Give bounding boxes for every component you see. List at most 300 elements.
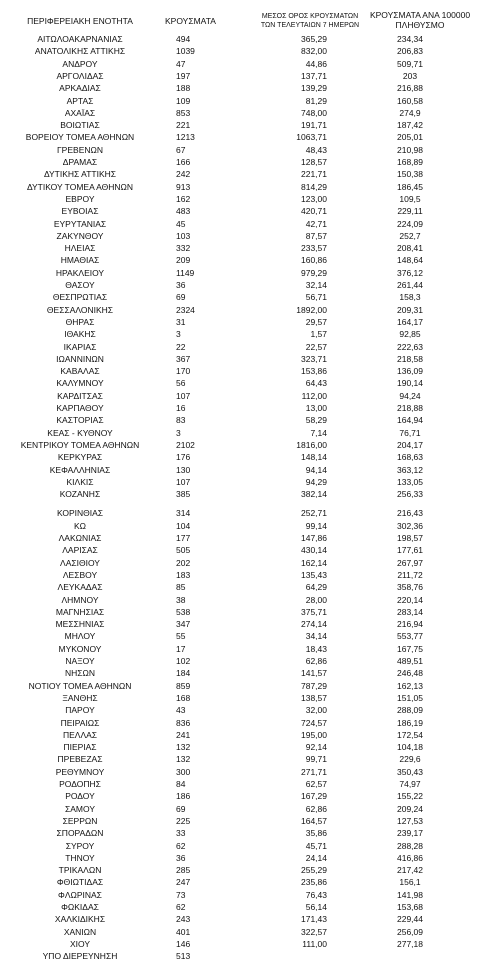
avg7-cell: 1892,00 — [296, 304, 327, 315]
avg7-cell: 141,57 — [301, 668, 327, 679]
avg7-cell: 62,57 — [305, 779, 327, 789]
region-cell: ΘΕΣΣΑΛΟΝΙΚΗΣ — [46, 304, 114, 315]
header-region: ΠΕΡΙΦΕΡΕΙΑΚΗ ΕΝΟΤΗΤΑ — [27, 16, 133, 26]
region-cell: ΖΑΚΥΝΘΟΥ — [56, 230, 104, 241]
per100k-cell: 153,68 — [397, 902, 423, 912]
table-row — [0, 194, 479, 204]
cases-cell: 221 — [176, 120, 191, 131]
cases-cell: 69 — [176, 803, 186, 814]
per100k-cell: 210,98 — [397, 144, 423, 155]
cases-cell: 36 — [176, 280, 186, 290]
per100k-cell: 177,61 — [397, 545, 423, 556]
per100k-cell: 220,14 — [397, 594, 423, 605]
table-row — [0, 545, 479, 555]
region-cell: ΛΑΡΙΣΑΣ — [62, 545, 98, 556]
cases-cell: 62 — [176, 902, 186, 912]
cases-cell: 513 — [176, 951, 191, 962]
table-row — [0, 816, 479, 826]
region-cell: ΔΥΤΙΚΗΣ ΑΤΤΙΚΗΣ — [43, 169, 117, 180]
avg7-cell: 195,00 — [301, 729, 327, 740]
cases-cell: 84 — [176, 779, 186, 789]
per100k-cell: 252,7 — [399, 230, 421, 241]
per100k-cell: 172,54 — [397, 729, 423, 740]
per100k-cell: 350,43 — [397, 766, 423, 777]
avg7-cell: 99,14 — [305, 520, 327, 531]
per100k-cell: 416,86 — [397, 852, 423, 863]
cases-cell: 162 — [176, 193, 191, 204]
region-cell: ΚΑΒΑΛΑΣ — [60, 366, 100, 377]
cases-cell: 43 — [176, 705, 186, 716]
avg7-cell: 167,29 — [301, 791, 327, 802]
header-per100k-line1: ΚΡΟΥΣΜΑΤΑ ΑΝΑ 100000 — [369, 10, 471, 20]
region-cell: ΑΝΑΤΟΛΙΚΗΣ ΑΤΤΙΚΗΣ — [34, 46, 126, 57]
table-row — [0, 440, 479, 450]
per100k-cell: 186,45 — [397, 181, 423, 192]
region-cell: ΤΡΙΚΑΛΩΝ — [58, 865, 102, 876]
region-cell: ΑΙΤΩΛΟΑΚΑΡΝΑΝΙΑΣ — [37, 34, 123, 44]
cases-cell: 184 — [176, 668, 191, 679]
table-row — [0, 157, 479, 167]
header-cases: ΚΡΟΥΣΜΑΤΑ — [165, 16, 216, 26]
per100k-cell: 109,5 — [399, 193, 421, 204]
per100k-cell: 94,24 — [399, 390, 421, 401]
avg7-cell: 138,57 — [301, 692, 327, 703]
per100k-cell: 198,57 — [397, 533, 423, 543]
table-row — [0, 452, 479, 462]
per100k-cell: 267,97 — [397, 557, 423, 568]
table-row — [0, 145, 479, 155]
region-cell: ΚΑΛΥΜΝΟΥ — [56, 378, 104, 389]
cases-cell: 1149 — [176, 267, 195, 278]
table-row — [0, 428, 479, 438]
per100k-cell: 127,53 — [397, 815, 423, 826]
avg7-cell: 34,14 — [305, 631, 327, 642]
avg7-cell: 1,57 — [310, 329, 327, 340]
table-row — [0, 243, 479, 253]
per100k-cell: 256,33 — [397, 489, 423, 500]
region-cell: ΛΗΜΝΟΥ — [61, 594, 99, 605]
table-row — [0, 644, 479, 654]
region-cell: ΝΗΣΩΝ — [64, 668, 96, 679]
avg7-cell: 979,29 — [301, 267, 327, 278]
table-row — [0, 521, 479, 531]
avg7-cell: 420,71 — [301, 206, 327, 217]
region-cell: ΗΡΑΚΛΕΙΟΥ — [55, 267, 105, 278]
region-cell: ΚΕΡΚΥΡΑΣ — [57, 452, 103, 463]
avg7-cell: 252,71 — [301, 508, 327, 519]
per100k-cell: 274,9 — [399, 107, 421, 118]
region-cell: ΑΝΔΡΟΥ — [62, 58, 98, 69]
region-cell: ΑΡΚΑΔΙΑΣ — [59, 83, 101, 94]
header-per100k — [355, 10, 479, 30]
table-row — [0, 231, 479, 241]
cases-cell: 241 — [176, 729, 191, 740]
cases-cell: 47 — [176, 58, 186, 69]
table-row — [0, 619, 479, 629]
region-cell: ΥΠΟ ΔΙΕΡΕΥΝΗΣΗ — [42, 951, 118, 962]
region-cell: ΘΑΣΟΥ — [65, 280, 95, 290]
region-cell: ΚΑΣΤΟΡΙΑΣ — [56, 415, 104, 426]
per100k-cell: 190,14 — [397, 378, 423, 389]
region-cell: ΕΥΒΟΙΑΣ — [61, 206, 99, 217]
table-row — [0, 939, 479, 949]
avg7-cell: 32,14 — [305, 280, 327, 290]
avg7-cell: 87,57 — [305, 230, 327, 241]
per100k-cell: 206,83 — [397, 46, 423, 57]
per100k-cell: 156,1 — [399, 877, 421, 888]
avg7-cell: 32,00 — [305, 705, 327, 716]
cases-cell: 494 — [176, 34, 191, 44]
cases-cell: 483 — [176, 206, 191, 217]
table-row — [0, 182, 479, 192]
avg7-cell: 162,14 — [301, 557, 327, 568]
cases-cell: 31 — [176, 316, 186, 327]
per100k-cell: 164,94 — [397, 415, 423, 426]
region-cell: ΜΑΓΝΗΣΙΑΣ — [55, 606, 105, 617]
per100k-cell: 217,42 — [397, 865, 423, 876]
cases-cell: 166 — [176, 157, 191, 167]
per100k-cell: 203 — [402, 70, 418, 81]
cases-cell: 3 — [176, 329, 181, 340]
table-row — [0, 83, 479, 93]
avg7-cell: 430,14 — [301, 545, 327, 556]
table-row — [0, 791, 479, 801]
table-row — [0, 96, 479, 106]
cases-cell: 177 — [176, 533, 191, 543]
table-row — [0, 951, 479, 961]
cases-cell: 332 — [176, 243, 191, 254]
table-row — [0, 853, 479, 863]
per100k-cell: 283,14 — [397, 606, 423, 617]
cases-cell: 836 — [176, 717, 191, 728]
region-cell: ΠΑΡΟΥ — [65, 705, 95, 716]
region-cell: ΚΩ — [73, 520, 87, 531]
avg7-cell: 94,14 — [305, 464, 327, 475]
table-row — [0, 668, 479, 678]
cases-cell: 132 — [176, 742, 191, 753]
avg7-cell: 323,71 — [301, 353, 327, 364]
per100k-cell: 509,71 — [397, 58, 423, 69]
cases-cell: 67 — [176, 144, 186, 155]
avg7-cell: 35,86 — [305, 828, 327, 839]
per100k-cell: 239,17 — [397, 828, 423, 839]
table-row — [0, 779, 479, 789]
header-per100k-line2: ΠΛΗΘΥΣΜΟ — [395, 20, 445, 30]
cases-cell: 505 — [176, 545, 191, 556]
table-row — [0, 366, 479, 376]
table-row — [0, 570, 479, 580]
table-row — [0, 841, 479, 851]
region-cell: ΚΕΝΤΡΙΚΟΥ ΤΟΜΕΑ ΑΘΗΝΩΝ — [20, 439, 140, 450]
cases-cell: 186 — [176, 791, 191, 802]
per100k-cell: 160,58 — [397, 95, 423, 106]
header-avg7-line1: ΜΕΣΟΣ ΟΡΟΣ ΚΡΟΥΣΜΑΤΩΝ — [261, 13, 359, 20]
table-row — [0, 465, 479, 475]
cases-cell: 367 — [176, 353, 191, 364]
per100k-cell: 204,17 — [397, 439, 423, 450]
table-row — [0, 828, 479, 838]
table-row — [0, 890, 479, 900]
region-cell: ΝΟΤΙΟΥ ΤΟΜΕΑ ΑΘΗΝΩΝ — [28, 680, 132, 691]
avg7-cell: 255,29 — [301, 865, 327, 876]
region-cell: ΜΥΚΟΝΟΥ — [58, 643, 102, 654]
table-row — [0, 255, 479, 265]
cases-cell: 107 — [176, 390, 191, 401]
avg7-cell: 112,00 — [301, 390, 327, 401]
avg7-cell: 22,57 — [305, 341, 327, 352]
table-row — [0, 718, 479, 728]
region-cell: ΘΗΡΑΣ — [65, 316, 95, 327]
per100k-cell: 222,63 — [397, 341, 423, 352]
cases-cell: 859 — [176, 680, 191, 691]
table-row — [0, 865, 479, 875]
cases-cell: 347 — [176, 619, 191, 630]
table-row — [0, 477, 479, 487]
region-cell: ΔΡΑΜΑΣ — [62, 157, 98, 167]
cases-cell: 188 — [176, 83, 191, 94]
region-cell: ΚΕΦΑΛΛΗΝΙΑΣ — [49, 464, 111, 475]
region-cell: ΠΡΕΒΕΖΑΣ — [57, 754, 103, 765]
table-row — [0, 582, 479, 592]
region-cell: ΦΘΙΩΤΙΔΑΣ — [56, 877, 104, 888]
region-cell: ΑΡΓΟΛΙΔΑΣ — [56, 70, 104, 81]
table-row — [0, 705, 479, 715]
avg7-cell: 62,86 — [305, 656, 327, 666]
cases-cell: 83 — [176, 415, 186, 426]
avg7-cell: 128,57 — [301, 157, 327, 167]
region-cell: ΡΕΘΥΜΝΟΥ — [55, 766, 105, 777]
cases-cell: 401 — [176, 926, 191, 937]
avg7-cell: 7,14 — [310, 427, 327, 438]
table-row — [0, 219, 479, 229]
avg7-cell: 29,57 — [305, 316, 327, 327]
per100k-cell: 148,64 — [397, 255, 423, 266]
table-row — [0, 391, 479, 401]
per100k-cell: 76,71 — [399, 427, 421, 438]
per100k-cell: 229,11 — [397, 206, 423, 217]
avg7-cell: 58,29 — [305, 415, 327, 426]
cases-cell: 225 — [176, 815, 191, 826]
region-cell: ΕΥΡΥΤΑΝΙΑΣ — [53, 218, 107, 229]
avg7-cell: 148,14 — [301, 452, 327, 463]
per100k-cell: 186,19 — [397, 717, 423, 728]
cases-cell: 197 — [176, 70, 191, 81]
cases-cell: 202 — [176, 557, 191, 568]
avg7-cell: 171,43 — [301, 914, 327, 925]
region-cell: ΚΑΡΔΙΤΣΑΣ — [57, 390, 103, 401]
per100k-cell: 489,51 — [397, 656, 423, 666]
avg7-cell: 94,29 — [305, 476, 327, 487]
cases-cell: 107 — [176, 476, 191, 487]
avg7-cell: 42,71 — [305, 218, 327, 229]
cases-cell: 176 — [176, 452, 191, 463]
avg7-cell: 147,86 — [301, 533, 327, 543]
per100k-cell: 288,09 — [397, 705, 423, 716]
avg7-cell: 81,29 — [305, 95, 327, 106]
cases-cell: 109 — [176, 95, 191, 106]
cases-cell: 22 — [176, 341, 186, 352]
table-row — [0, 378, 479, 388]
per100k-cell: 229,6 — [399, 754, 421, 765]
table-row — [0, 305, 479, 315]
region-cell: ΓΡΕΒΕΝΩΝ — [57, 144, 103, 155]
avg7-cell: 160,86 — [301, 255, 327, 266]
table-row — [0, 59, 479, 69]
cases-cell: 56 — [176, 378, 186, 389]
cases-cell: 243 — [176, 914, 191, 925]
per100k-cell: 162,13 — [397, 680, 423, 691]
per100k-cell: 158,3 — [399, 292, 421, 303]
table-row — [0, 292, 479, 302]
region-cell: ΚΟΡΙΝΘΙΑΣ — [56, 508, 104, 519]
avg7-cell: 64,43 — [305, 378, 327, 389]
per100k-cell: 92,85 — [399, 329, 421, 340]
avg7-cell: 92,14 — [305, 742, 327, 753]
header-avg7-line2: ΤΩΝ ΤΕΛΕΥΤΑΙΩΝ 7 ΗΜΕΡΩΝ — [260, 22, 360, 29]
per100k-cell: 288,28 — [397, 840, 423, 851]
avg7-cell: 28,00 — [305, 594, 327, 605]
table-row — [0, 120, 479, 130]
per100k-cell: 358,76 — [397, 582, 423, 593]
per100k-cell: 209,31 — [397, 304, 423, 315]
cases-cell: 55 — [176, 631, 186, 642]
region-cell: ΧΙΟΥ — [69, 938, 91, 949]
region-cell: ΡΟΔΟΠΗΣ — [59, 779, 101, 789]
region-cell: ΦΛΩΡΙΝΑΣ — [58, 889, 102, 900]
region-cell: ΡΟΔΟΥ — [65, 791, 95, 802]
avg7-cell: 45,71 — [305, 840, 327, 851]
avg7-cell: 137,71 — [301, 70, 327, 81]
cases-cell: 300 — [176, 766, 191, 777]
region-cell: ΗΜΑΘΙΑΣ — [60, 255, 100, 266]
table-header — [0, 0, 479, 38]
table-row — [0, 558, 479, 568]
cases-cell: 1213 — [176, 132, 195, 143]
avg7-cell: 832,00 — [301, 46, 327, 57]
avg7-cell: 233,57 — [301, 243, 327, 254]
per100k-cell: 229,44 — [397, 914, 423, 925]
table-row — [0, 280, 479, 290]
region-cell: ΣΥΡΟΥ — [65, 840, 95, 851]
avg7-cell: 135,43 — [301, 569, 327, 580]
cases-cell: 103 — [176, 230, 191, 241]
per100k-cell: 246,48 — [397, 668, 423, 679]
per100k-cell: 168,63 — [397, 452, 423, 463]
per100k-cell: 155,22 — [397, 791, 423, 802]
per100k-cell: 376,12 — [397, 267, 423, 278]
table-row — [0, 108, 479, 118]
avg7-cell: 271,71 — [301, 766, 327, 777]
per100k-cell: 205,01 — [397, 132, 423, 143]
region-cell: ΚΟΖΑΝΗΣ — [59, 489, 101, 500]
per100k-cell: 261,44 — [397, 280, 423, 290]
avg7-cell: 123,00 — [301, 193, 327, 204]
table-row — [0, 71, 479, 81]
region-cell: ΚΑΡΠΑΘΟΥ — [56, 403, 104, 413]
avg7-cell: 99,71 — [305, 754, 327, 765]
cases-cell: 314 — [176, 508, 191, 519]
per100k-cell: 164,17 — [397, 316, 423, 327]
per100k-cell: 302,36 — [397, 520, 423, 531]
region-cell: ΣΑΜΟΥ — [64, 803, 95, 814]
region-cell: ΘΕΣΠΡΩΤΙΑΣ — [52, 292, 108, 303]
avg7-cell: 274,14 — [301, 619, 327, 630]
per100k-cell: 141,98 — [397, 889, 423, 900]
region-cell: ΕΒΡΟΥ — [65, 193, 95, 204]
region-cell: ΧΑΝΙΩΝ — [63, 926, 97, 937]
cases-cell: 73 — [176, 889, 186, 900]
cases-cell: 170 — [176, 366, 191, 377]
cases-cell: 538 — [176, 606, 191, 617]
per100k-cell: 277,18 — [397, 938, 423, 949]
region-cell: ΣΠΟΡΑΔΩΝ — [56, 828, 104, 839]
per100k-cell: 216,43 — [397, 508, 423, 519]
cases-cell: 45 — [176, 218, 186, 229]
region-cell: ΑΡΤΑΣ — [66, 95, 94, 106]
per100k-cell: 74,97 — [399, 779, 421, 789]
per100k-cell: 234,34 — [397, 34, 423, 44]
avg7-cell: 44,86 — [305, 58, 327, 69]
table-row — [0, 206, 479, 216]
per100k-cell: 167,75 — [397, 643, 423, 654]
cases-cell: 247 — [176, 877, 191, 888]
avg7-cell: 365,29 — [301, 34, 327, 44]
table-row — [0, 169, 479, 179]
avg7-cell: 76,43 — [305, 889, 327, 900]
avg7-cell: 787,29 — [301, 680, 327, 691]
avg7-cell: 64,29 — [305, 582, 327, 593]
avg7-cell: 111,00 — [302, 938, 327, 949]
cases-cell: 242 — [176, 169, 191, 180]
table-row — [0, 877, 479, 887]
table-row — [0, 656, 479, 666]
region-cell: ΛΕΣΒΟΥ — [62, 569, 98, 580]
cases-cell: 913 — [176, 181, 191, 192]
table-row — [0, 742, 479, 752]
per100k-cell: 363,12 — [397, 464, 423, 475]
avg7-cell: 1063,71 — [296, 132, 327, 143]
per100k-cell: 216,94 — [397, 619, 423, 630]
table-row — [0, 914, 479, 924]
per100k-cell: 218,88 — [397, 403, 423, 413]
region-cell: ΞΑΝΘΗΣ — [62, 692, 98, 703]
avg7-cell: 62,86 — [305, 803, 327, 814]
region-cell: ΠΕΛΛΑΣ — [62, 729, 98, 740]
avg7-cell: 164,57 — [301, 815, 327, 826]
region-cell: ΛΑΣΙΘΙΟΥ — [60, 557, 100, 568]
table-row — [0, 767, 479, 777]
per100k-cell: 553,77 — [397, 631, 423, 642]
table-row — [0, 354, 479, 364]
region-cell: ΔΥΤΙΚΟΥ ΤΟΜΕΑ ΑΘΗΝΩΝ — [26, 181, 134, 192]
table-row — [0, 132, 479, 142]
per100k-cell: 187,42 — [397, 120, 423, 131]
cases-cell: 33 — [176, 828, 186, 839]
cases-cell: 16 — [176, 403, 186, 413]
avg7-cell: 814,29 — [301, 181, 327, 192]
region-cell: ΝΑΞΟΥ — [65, 656, 95, 666]
region-cell: ΑΧΑΪΑΣ — [64, 107, 96, 118]
table-row — [0, 902, 479, 912]
table-row — [0, 533, 479, 543]
region-cell: ΧΑΛΚΙΔΙΚΗΣ — [54, 914, 106, 925]
per100k-cell: 136,09 — [397, 366, 423, 377]
per100k-cell: 104,18 — [397, 742, 423, 753]
table-row — [0, 317, 479, 327]
per100k-cell: 133,05 — [397, 476, 423, 487]
cases-cell: 2324 — [176, 304, 195, 315]
cases-cell: 209 — [176, 255, 191, 266]
